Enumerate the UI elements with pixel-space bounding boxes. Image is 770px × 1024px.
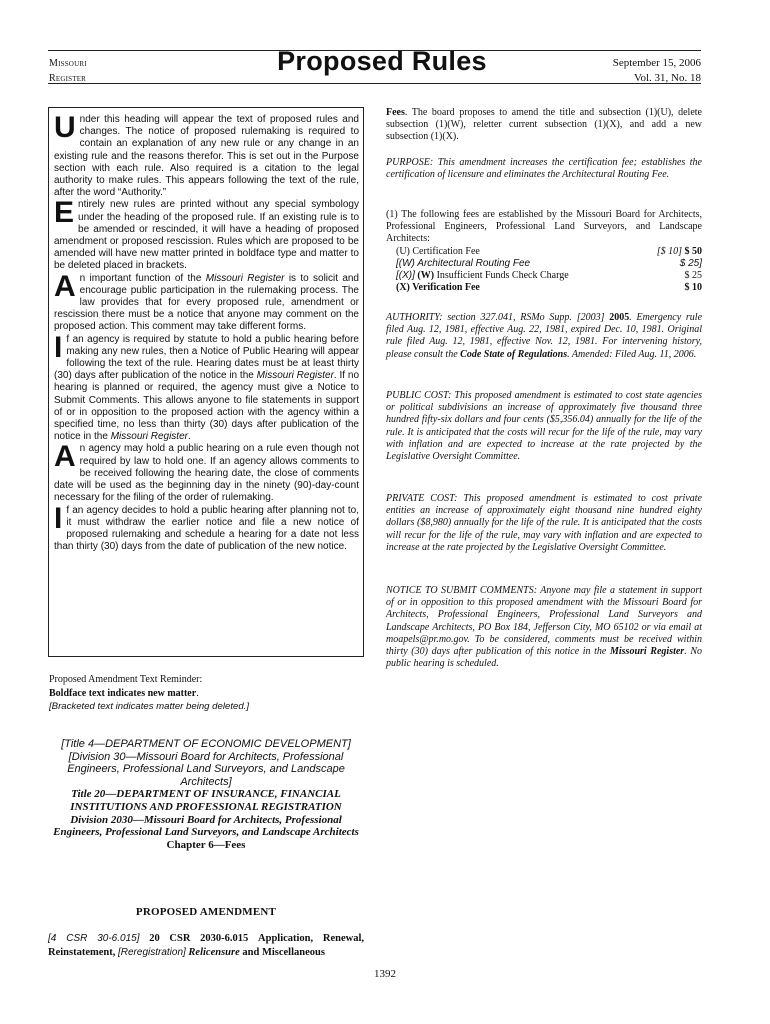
fees-lead: Fees (386, 107, 405, 118)
issue-info (613, 56, 701, 86)
fee-label (386, 270, 639, 282)
text-reminder (49, 673, 365, 714)
section-title: Proposed Rules (277, 46, 487, 76)
fee-label: (U) Certification Fee (396, 245, 480, 257)
fee-amount: $ 25 (684, 270, 702, 282)
issue-volume: Vol. 31, No. 18 (633, 72, 701, 84)
notice-register: Missouri Register (610, 646, 685, 658)
intro-italic: Missouri Register (205, 272, 285, 284)
intro-text: ntirely new rules are printed without any special symbology under the heading of the proposed rule. If an existing rule is to be amended or rescinded, it will have a heading of proposed amendment or proposed rescission. Rules which are proposed to be amended will have new matter printed in boldface type and matter to be deleted placed in brackets. (54, 199, 359, 272)
intro-text: n agency may hold a public hearing on a rule even though not required by law to hold one. If an agency allows comments to be received following the hearing date, the close of comments date will be used as the beginning day in the ninety (90)-day-count necessary for the filing of the order of rulemaking. (54, 443, 359, 504)
journal-name-line1: Missouri (49, 58, 87, 69)
section-1 (386, 209, 702, 294)
rule-heading (48, 738, 364, 851)
intro-paragraph (54, 269, 359, 334)
authority-csr: Code State of Regulations (460, 348, 568, 360)
fee-label: (X) Verification Fee (396, 282, 480, 294)
intro-text: . (187, 431, 191, 443)
notice-text: NOTICE TO SUBMIT COMMENTS: Anyone may file a statement in support of or in opposition to this proposed amendment with the Missouri Board for Architects, Professional Engineers, Professional Land Surveyors and Landscape Architects, PO Box 184, Jefferson City, MO 65102 or via email at moapels@pr.mo.gov. To be considered, comments must be received within thirty (30) days after publication of this notice in the (386, 585, 702, 658)
fee-amount-deleted: $ 25] (679, 257, 702, 269)
page-number: 1392 (374, 968, 396, 980)
fee-label-text: Insufficient Funds Check Charge (436, 270, 569, 282)
reminder-heading: Proposed Amendment Text Reminder: (49, 674, 203, 685)
rule-title (48, 932, 364, 960)
intro-box (48, 107, 364, 657)
header-rule-top (48, 50, 701, 51)
fees-intro-text: . The board proposes to amend the title and subsection (1)(U), delete subsection (1)(W), reletter current subsection (1)(X), and add a new subsection (1)(X). (386, 107, 702, 143)
rule-title-part3: and Miscellaneous (242, 947, 325, 958)
journal-name (49, 56, 87, 86)
intro-paragraph (54, 501, 359, 554)
fee-amount (639, 246, 702, 258)
fee-label (386, 258, 639, 270)
fee-amount: $ 10 (684, 282, 702, 294)
rule-title-deleted: [Reregistration] (117, 947, 186, 958)
issue-date: September 15, 2006 (612, 57, 701, 69)
intro-text: n important function of the (79, 272, 206, 284)
intro-italic: Missouri Register (256, 370, 334, 382)
notice-to-submit-comments (386, 585, 702, 670)
notice-text: . No public hearing is scheduled. (386, 646, 702, 670)
dropcap: E (54, 196, 75, 230)
intro-text: is to solicit and encourage public participation in the rulemaking process. The law provides that for every proposed rule, amendment or rescission there must be a notice that anyone may comment on the proposed action. This comment may take different forms. (54, 272, 359, 333)
intro-text: f an agency decides to hold a public hearing after planning not to, it must withdraw the earlier notice and file a new notice of proposed rulemaking and schedule a hearing for a date not less than thirty (30) days from the date of publication of the new notice. (54, 504, 359, 553)
intro-text: nder this heading will appear the text of proposed rules and changes. The notice of proposed rulemaking is required to contain an explanation of any new rule or any change in an existing rule and the reasons therefor. This is set out in the Purpose section with each rule. Also required is a citation to the legal authority to make rules. This appears following the text of the rule, after the word “Authority.” (54, 114, 359, 199)
fee-amount (639, 258, 702, 270)
reminder-bold-text: Boldface text indicates new matter (49, 687, 197, 699)
fee-row (386, 246, 702, 258)
rule-title-part1: Application, Renewal, Reinstatement, (48, 933, 364, 958)
dropcap: A (54, 440, 76, 474)
old-citation: [4 CSR 30-6.015] (48, 933, 140, 944)
authority-text: . Amended: Filed Aug. 11, 2006. (567, 348, 697, 360)
rule-title-new: Relicensure (188, 947, 240, 958)
fees-intro (386, 107, 702, 144)
fee-label-deleted: [(X)] (396, 270, 415, 282)
fee-amount-deleted: [$ 10] (656, 245, 682, 257)
old-title: [Title 4—DEPARTMENT OF ECONOMIC DEVELOPMENT] (61, 738, 351, 750)
intro-paragraph (54, 111, 359, 199)
intro-italic: Missouri Register (110, 431, 188, 443)
dropcap: I (54, 330, 63, 364)
reminder-period: . (196, 687, 199, 699)
authority-text: . Emergency rule filed Aug. 12, 1981, effective Aug. 22, 1981, expired Dec. 10, 1981. Original rule filed Aug. 12, 1981, effective Nov. 12, 1981. For intervening history, please consult the (386, 312, 703, 360)
proposed-amendment-heading: PROPOSED AMENDMENT (135, 906, 277, 918)
authority-text: AUTHORITY: section 327.041, RSMo Supp. (386, 312, 577, 323)
intro-paragraph (54, 196, 359, 272)
fee-row (386, 282, 702, 294)
fee-label-deleted: [(W) Architectural Routing Fee (396, 257, 531, 269)
authority-deleted: [2003] (576, 312, 605, 323)
new-title: Title 20—DEPARTMENT OF INSURANCE, FINANCIAL INSTITUTIONS AND PROFESSIONAL REGISTRATION (70, 788, 342, 813)
intro-paragraph (54, 440, 359, 504)
dropcap: I (54, 501, 63, 535)
old-division: [Division 30—Missouri Board for Architects, Professional Engineers, Professional Land Surveyors, and Landscape Architects] (67, 750, 345, 788)
intro-text: . If no hearing is planned or required, the agency must give a Notice to Submit Comments. This allows anyone to file statements in support of or in opposition to the proposed action with the agency within a specified time, no less than thirty (30) days after publication of the notice in the (54, 370, 360, 443)
authority-new: 2005 (609, 312, 630, 323)
new-citation: 20 CSR 2030-6.015 (149, 933, 249, 944)
fee-label-new: (W) (417, 270, 435, 282)
purpose-statement: PURPOSE: This amendment increases the certification fee; establishes the certification of licensure and eliminates the Architectural Routing Fee. (386, 157, 702, 181)
new-division: Division 2030—Missouri Board for Architects, Professional Engineers, Professional Land Surveyors, and Landscape Architects (53, 813, 359, 839)
intro-text: f an agency is required by statute to hold a public hearing before making any new rules, then a Notice of Public Hearing will appear following the text of the rule. Hearing dates must be at least thirty (30) days after publication of the notice in the (54, 333, 359, 382)
reminder-bracket-line: [Bracketed text indicates matter being deleted.] (49, 701, 249, 712)
private-cost-statement: PRIVATE COST: This proposed amendment is estimated to cost private entities an increase of approximately eight thousand nine hundred eighty dollars ($8,980) annually for the life of the rule. It is anticipated that the costs will recur for the life of the rule, may vary with inflation and are expected to increase at the rate projected by the Legislative Oversight Committee. (386, 493, 702, 553)
chapter-title: Chapter 6—Fees (166, 838, 246, 851)
section-1-text: (1) The following fees are established by the Missouri Board for Architects, Professional Engineers, Professional Land Surveyors, and Landscape Architects: (386, 209, 702, 245)
public-cost-statement: PUBLIC COST: This proposed amendment is estimated to cost state agencies or political subdivisions an increase of approximately five thousand three hundred fifty-six dollars and four cents ($5,356.04) annually for the life of the rule. It is anticipated that the costs will recur for the life of the rule, may vary with inflation and are expected to increase at the rate projected by the Legislative Oversight Committee. (386, 390, 702, 463)
authority-statement (386, 312, 702, 361)
fee-row (386, 270, 702, 282)
dropcap: A (54, 269, 76, 303)
dropcap: U (54, 111, 76, 144)
fees-table (386, 246, 702, 295)
fee-amount-new: $ 50 (684, 245, 702, 257)
fee-row (386, 258, 702, 270)
reminder-bold-line (49, 687, 365, 701)
header-rule-bottom (48, 83, 701, 84)
intro-paragraph (54, 330, 360, 444)
journal-name-line2: Register (49, 73, 87, 84)
